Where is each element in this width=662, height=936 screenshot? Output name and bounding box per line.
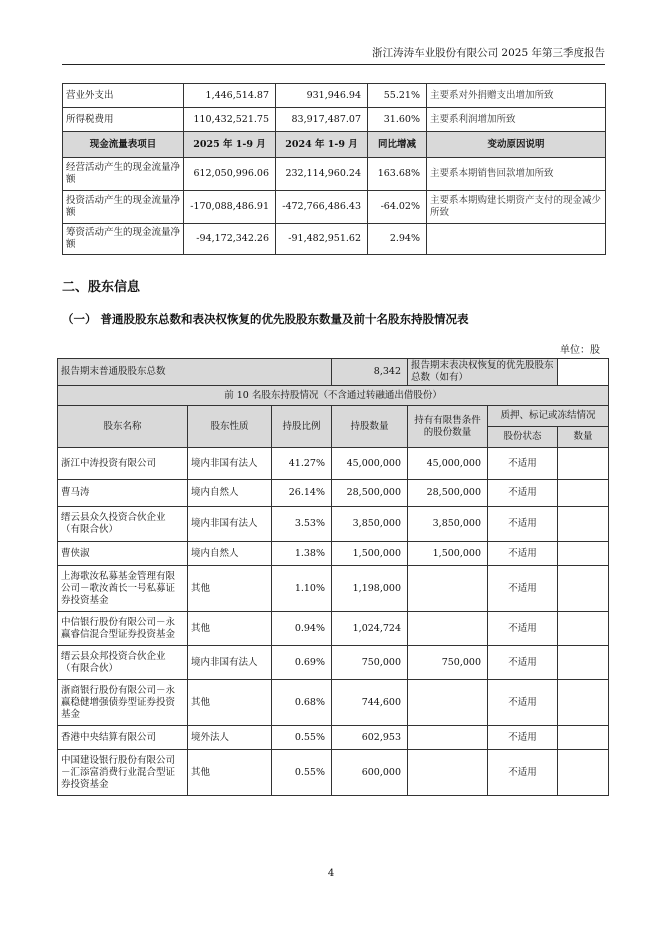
total-shareholders-label: 报告期末普通股股东总数 [58,359,332,386]
shareholder-name: 香港中央结算有限公司 [58,726,188,750]
reason-cell: 主要系对外捐赠支出增加所致 [427,84,606,108]
pledge-status: 不适用 [488,726,558,750]
shareholding-ratio: 3.53% [272,507,332,542]
shareholding-qty: 1,500,000 [332,542,408,566]
income-cashflow-table [62,83,606,255]
table-row [58,448,609,480]
shareholder-nature: 境内非国有法人 [188,646,272,680]
table-row [58,646,609,680]
cashflow-header-row [63,132,606,158]
shareholding-qty: 1,024,724 [332,612,408,646]
shareholder-nature: 其他 [188,750,272,796]
shareholding-ratio: 0.68% [272,680,332,726]
restricted-qty [408,680,488,726]
item-cell: 营业外支出 [63,84,184,108]
shareholding-qty: 602,953 [332,726,408,750]
shareholding-ratio: 1.10% [272,566,332,612]
column-header-row [58,406,609,427]
pledge-count [558,726,609,750]
header-cell-reason: 变动原因说明 [427,132,606,158]
change-value: 31.60% [368,108,427,132]
shareholding-ratio: 41.27% [272,448,332,480]
current-value: 612,050,996.06 [184,158,276,191]
shareholder-name: 缙云县众久投资合伙企业（有限合伙） [58,507,188,542]
shareholding-ratio: 0.69% [272,646,332,680]
shareholding-ratio: 26.14% [272,480,332,507]
header-cell-prior: 2024 年 1-9 月 [276,132,368,158]
table-row [63,191,606,224]
pledge-status: 不适用 [488,680,558,726]
shareholding-qty: 744,600 [332,680,408,726]
shareholder-name: 浙江中涛投资有限公司 [58,448,188,480]
shareholding-ratio: 1.38% [272,542,332,566]
page-number: 4 [327,868,335,879]
shareholder-nature: 境内自然人 [188,480,272,507]
table-row [58,680,609,726]
shareholder-name: 缙云县众邦投资合伙企业（有限合伙） [58,646,188,680]
subsection-title: （一） 普通股股东总数和表决权恢复的优先股股东数量及前十名股东持股情况表 [62,312,469,326]
change-value: -64.02% [368,191,427,224]
shareholder-name: 曹侠淑 [58,542,188,566]
shareholder-table [57,358,609,796]
pledge-status: 不适用 [488,750,558,796]
table-row [58,750,609,796]
pledge-count [558,566,609,612]
shareholder-name: 中国建设银行股份有限公司－汇添富消费行业混合型证券投资基金 [58,750,188,796]
pledge-count [558,680,609,726]
change-value: 163.68% [368,158,427,191]
shareholder-nature: 境内非国有法人 [188,448,272,480]
shareholding-qty: 45,000,000 [332,448,408,480]
table-row [58,566,609,612]
current-value: 1,446,514.87 [184,84,276,108]
prior-value: 931,946.94 [276,84,368,108]
header-name: 股东名称 [58,406,188,448]
reason-cell: 主要系利润增加所致 [427,108,606,132]
restricted-qty [408,612,488,646]
restricted-qty: 750,000 [408,646,488,680]
pledge-count [558,646,609,680]
shareholder-name: 浙商银行股份有限公司－永赢稳健增强债券型证券投资基金 [58,680,188,726]
total-shareholders-value: 8,342 [332,359,408,386]
table-row [58,726,609,750]
table-row [63,84,606,108]
shareholding-qty: 750,000 [332,646,408,680]
header-pledge: 质押、标记或冻结情况 [488,406,609,427]
header-qty: 持股数量 [332,406,408,448]
shareholder-nature: 境内自然人 [188,542,272,566]
prior-value: 232,114,960.24 [276,158,368,191]
section-title: 二、股东信息 [62,280,141,295]
restricted-qty: 45,000,000 [408,448,488,480]
unit-label: 单位：股 [560,345,600,356]
shareholder-nature: 其他 [188,612,272,646]
header-status: 股份状态 [488,427,558,448]
header-count: 数量 [558,427,609,448]
restricted-qty: 3,850,000 [408,507,488,542]
shareholding-qty: 1,198,000 [332,566,408,612]
change-value: 2.94% [368,224,427,255]
shareholding-qty: 28,500,000 [332,480,408,507]
pledge-status: 不适用 [488,542,558,566]
pledge-status: 不适用 [488,646,558,680]
preferred-shareholders-value [558,359,609,386]
pledge-count [558,448,609,480]
shareholding-ratio: 0.55% [272,726,332,750]
restricted-qty: 28,500,000 [408,480,488,507]
shareholder-nature: 其他 [188,680,272,726]
item-cell: 所得税费用 [63,108,184,132]
pledge-status: 不适用 [488,507,558,542]
header-ratio: 持股比例 [272,406,332,448]
restricted-qty: 1,500,000 [408,542,488,566]
shareholding-ratio: 0.55% [272,750,332,796]
pledge-count [558,612,609,646]
restricted-qty [408,750,488,796]
current-value: 110,432,521.75 [184,108,276,132]
pledge-status: 不适用 [488,612,558,646]
header-cell-change: 同比增减 [368,132,427,158]
table-row [58,542,609,566]
item-cell: 投资活动产生的现金流量净额 [63,191,184,224]
header-cell-item: 现金流量表项目 [63,132,184,158]
header-nature: 股东性质 [188,406,272,448]
restricted-qty [408,726,488,750]
item-cell: 筹资活动产生的现金流量净额 [63,224,184,255]
header-title: 浙江涛涛车业股份有限公司 2025 年第三季度报告 [372,47,605,59]
prior-value: -91,482,951.62 [276,224,368,255]
shareholder-nature: 境外法人 [188,726,272,750]
table-row [63,108,606,132]
shareholder-name: 曹马涛 [58,480,188,507]
table-row [58,612,609,646]
item-cell: 经营活动产生的现金流量净额 [63,158,184,191]
header-cell-current: 2025 年 1-9 月 [184,132,276,158]
prior-value: -472,766,486.43 [276,191,368,224]
pledge-count [558,507,609,542]
pledge-status: 不适用 [488,448,558,480]
shareholder-nature: 境内非国有法人 [188,507,272,542]
pledge-count [558,542,609,566]
page-header [62,44,605,65]
table-row [58,507,609,542]
top10-title-row [58,386,609,406]
prior-value: 83,917,487.07 [276,108,368,132]
pledge-status: 不适用 [488,566,558,612]
shareholder-nature: 其他 [188,566,272,612]
shareholder-name: 中信银行股份有限公司－永赢睿信混合型证券投资基金 [58,612,188,646]
pledge-count [558,750,609,796]
shareholder-name: 上海歌汝私募基金管理有限公司－歌汝酋长一号私募证券投资基金 [58,566,188,612]
reason-cell [427,224,606,255]
preferred-shareholders-label: 报告期末表决权恢复的优先股股东总数（如有） [408,359,558,386]
totals-row [58,359,609,386]
shareholding-qty: 3,850,000 [332,507,408,542]
restricted-qty [408,566,488,612]
reason-cell: 主要系本期销售回款增加所致 [427,158,606,191]
change-value: 55.21% [368,84,427,108]
current-value: -94,172,342.26 [184,224,276,255]
reason-cell: 主要系本期购建长期资产支付的现金减少所致 [427,191,606,224]
header-restricted: 持有有限售条件的股份数量 [408,406,488,448]
top10-title: 前 10 名股东持股情况（不含通过转融通出借股份） [58,386,609,406]
pledge-count [558,480,609,507]
pledge-status: 不适用 [488,480,558,507]
shareholding-qty: 600,000 [332,750,408,796]
shareholding-ratio: 0.94% [272,612,332,646]
table-row [58,480,609,507]
table-row [63,158,606,191]
current-value: -170,088,486.91 [184,191,276,224]
table-row [63,224,606,255]
